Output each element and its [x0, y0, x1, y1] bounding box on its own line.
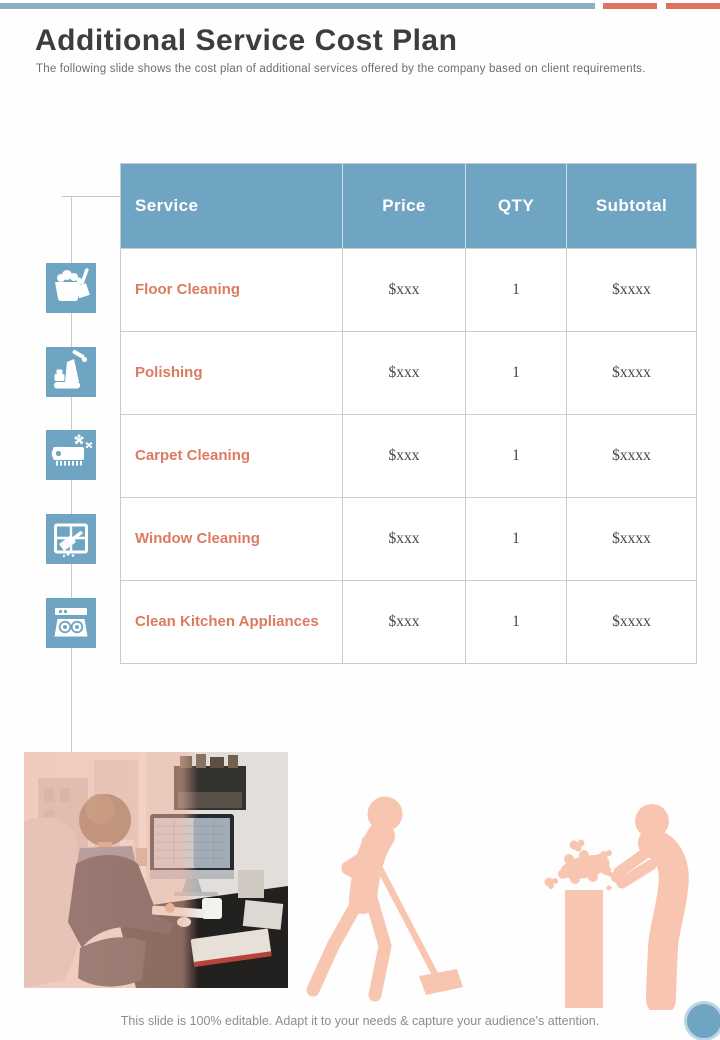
table-cell-qty: 1 — [466, 580, 567, 663]
page-subtitle: The following slide shows the cost plan of additional services offered by the company based on client requirements. — [36, 63, 646, 75]
table-cell-price: $xxx — [343, 248, 466, 331]
table-cell-price: $xxx — [343, 497, 466, 580]
table-cell-price: $xxx — [343, 414, 466, 497]
top-accent-bar-salmon-2 — [666, 3, 720, 9]
table-cell-service: Carpet Cleaning — [121, 414, 343, 497]
table-cell-service: Polishing — [121, 331, 343, 414]
table-cell-service: Clean Kitchen Appliances — [121, 580, 343, 663]
carpet-cleaning-icon — [46, 430, 96, 480]
table-cell-subtotal: $xxxx — [567, 331, 696, 414]
person-dusting-pedestal-silhouette — [535, 795, 715, 1010]
column-header-price: Price — [343, 164, 466, 248]
page-title: Additional Service Cost Plan — [35, 24, 458, 57]
table-cell-price: $xxx — [343, 580, 466, 663]
table-cell-subtotal: $xxxx — [567, 414, 696, 497]
polishing-icon — [46, 347, 96, 397]
table-cell-subtotal: $xxxx — [567, 248, 696, 331]
table-cell-service: Floor Cleaning — [121, 248, 343, 331]
person-mopping-silhouette — [305, 788, 475, 1010]
corner-circle-decoration — [687, 1004, 720, 1038]
kitchen-appliances-icon — [46, 598, 96, 648]
table-cell-service: Window Cleaning — [121, 497, 343, 580]
top-accent-bar-salmon-1 — [603, 3, 657, 9]
column-header-subtotal: Subtotal — [567, 164, 696, 248]
table-cell-subtotal: $xxxx — [567, 580, 696, 663]
table-cell-price: $xxx — [343, 331, 466, 414]
table-cell-qty: 1 — [466, 497, 567, 580]
footer-note: This slide is 100% editable. Adapt it to your needs & capture your audience's attention. — [120, 1014, 600, 1028]
table-cell-subtotal: $xxxx — [567, 497, 696, 580]
cost-table — [120, 163, 697, 664]
person-working-at-desk-photo — [24, 752, 288, 988]
table-cell-qty: 1 — [466, 331, 567, 414]
floor-cleaning-icon — [46, 263, 96, 313]
table-cell-qty: 1 — [466, 248, 567, 331]
window-cleaning-icon — [46, 514, 96, 564]
top-accent-bar-blue — [0, 3, 595, 9]
column-header-qty: QTY — [466, 164, 567, 248]
column-header-service: Service — [121, 164, 343, 248]
table-cell-qty: 1 — [466, 414, 567, 497]
